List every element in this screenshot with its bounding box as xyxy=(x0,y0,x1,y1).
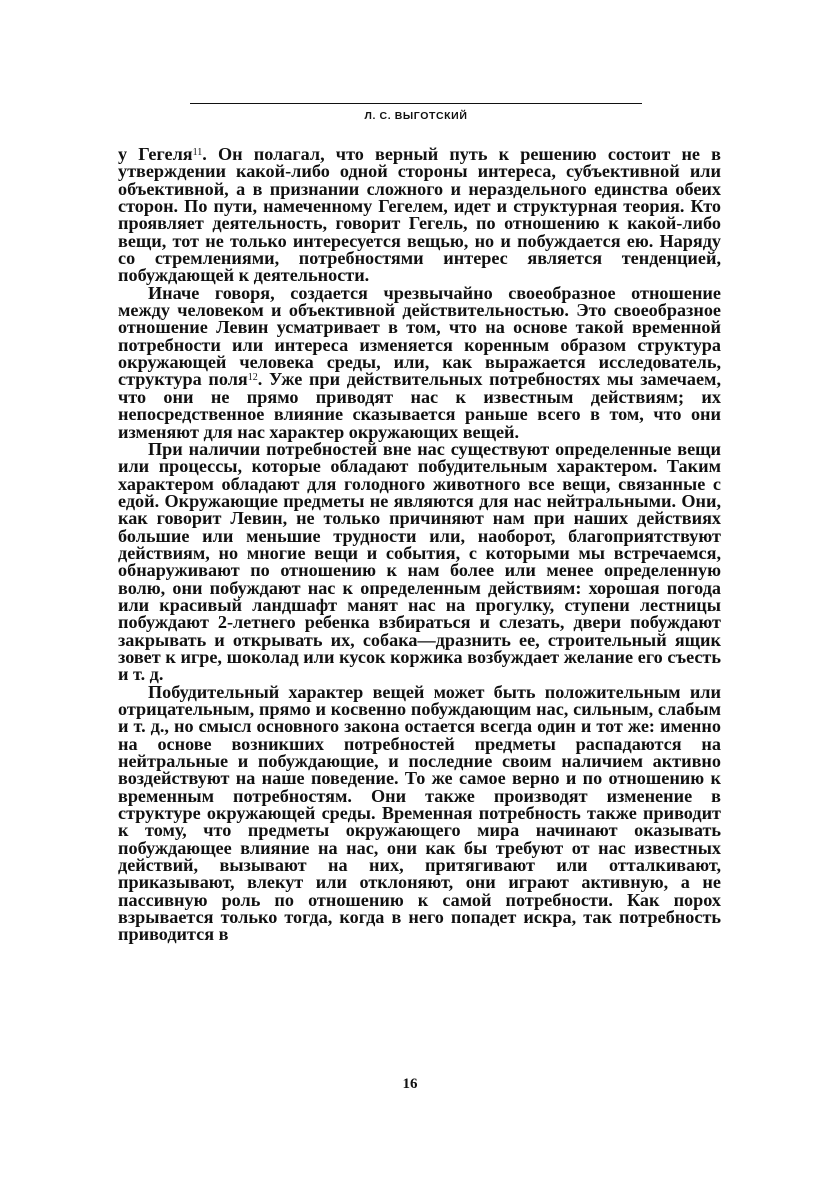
body-text xyxy=(118,146,721,944)
paragraph-text: . Он полагал, что верный путь к решению состоит не в утверждении какой-либо одной стороны интереса, субъективной или объективной, а в признании сложного и нераздельного единства обеих сторон. По пути, намеченному Гегелем, идет и структурная теория. Кто проявляет деятельность, говорит Гегель, по отношению к какой-либо вещи, тот не только интересуется вещью, но и побуждается ею. Наряду со стремлениями, потребностями интерес является тенденцией, побуждающей к деятельности. xyxy=(118,144,721,286)
paragraph-text: . Уже при действительных потребностях мы замечаем, что они не прямо приводят нас к известным действиям; их непосредственное влияние сказывается раньше всего в том, что они изменяют для нас характер окружающих вещей. xyxy=(118,369,721,442)
paragraph-text: При наличии потребностей вне нас существуют определенные вещи или процессы, которые обладают побудительным характером. Таким характером обладают для голодного животного все вещи, связанные с едой. Окружающие предметы не являются для нас нейтральными. Они, как говорит Левин, не только причиняют нам при наших действиях большие или меньшие трудности или, наоборот, благоприятствуют действиям, но многие вещи и события, с которыми мы встречаемся, обнаруживают по отношению к нам более или менее определенную волю, они побуждают нас к определенным действиям: хорошая погода или красивый ландшафт манят нас на прогулку, ступени лестницы побуждают 2-летнего ребенка взбираться и слезать, двери побуждают закрывать и открывать их, собака—дразнить ее, строительный ящик зовет к игре, шоколад или кусок коржика возбуждает желание его съесть и т. д. xyxy=(118,438,721,685)
paragraph xyxy=(118,282,721,442)
paragraph xyxy=(118,681,721,945)
paragraph-text: у Гегеля xyxy=(118,144,193,164)
header-rule xyxy=(190,103,642,104)
paragraph-text: Иначе говоря, создается чрезвычайно своеобразное отношение между человеком и объективной действительностью. Это своеобразное отношение Левин усматривает в том, что на основе такой временной потребности или интереса изменяется коренным образом структура окружающей человека среды, или, как выражается исследователь, структура поля xyxy=(118,282,721,390)
paragraph xyxy=(118,438,721,685)
page-number: 16 xyxy=(402,1076,418,1092)
running-head: Л. С. ВЫГОТСКИЙ xyxy=(364,110,468,122)
footnote-reference: 12 xyxy=(247,372,258,384)
paragraph xyxy=(118,146,721,285)
paragraph-text: Побудительный характер вещей может быть положительным или отрицательным, прямо и косвенно побуждающим нас, сильным, слабым и т. д., но смысл основного закона остается всегда один и тот же: именно на основе возникших потребностей предметы распадаются на нейтральные и побуждающие, и последние своим наличием активно воздействуют на наше поведение. То же самое верно и по отношению к временным потребностям. Они также производят изменение в структуре окружающей среды. Временная потребность также приводит к тому, что предметы окружающего мира начинают оказывать побуждающее влияние на нас, они как бы требуют от нас известных действий, вызывают на них, притягивают или отталкивают, приказывают, влекут или отклоняют, они играют активную, а не пассивную роль по отношению к самой потребности. Как порох взрывается только тогда, когда в него попадет искра, так потребность приводится в xyxy=(118,681,721,945)
footnote-reference: 11 xyxy=(192,147,203,158)
